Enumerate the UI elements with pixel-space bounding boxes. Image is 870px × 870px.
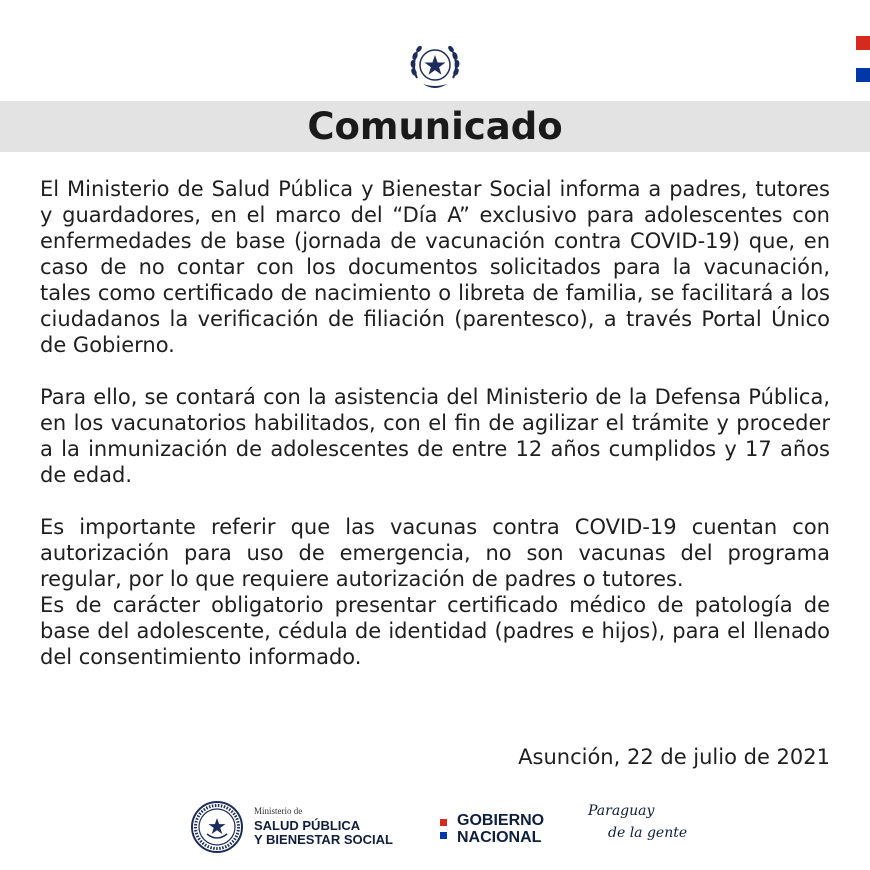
republic-seal-icon bbox=[190, 800, 244, 854]
brand-line-1: Paraguay bbox=[588, 803, 655, 819]
brand-line-2: de la gente bbox=[608, 825, 688, 841]
flag-red-mark bbox=[856, 36, 870, 50]
date-line: Asunción, 22 de julio de 2021 bbox=[518, 745, 830, 769]
paragraph-1: El Ministerio de Salud Pública y Bienestar Social informa a padres, tutores y guardadores, en el marco del “Día A” exclusivo para adolescentes con enfermedades de base (jornada de vacunación contra COVID-19) que, en caso de no contar con los documentos solicitados para la vacunación, tales como certificado de nacimiento o libreta de familia, se facilitará a los ciudadanos la verificación de filiación (parentesco), a través Portal Único de Gobierno. bbox=[40, 177, 830, 357]
flag-squares-icon bbox=[440, 819, 447, 839]
government-line-2: NACIONAL bbox=[457, 829, 542, 846]
ministry-line-2: Y BIENESTAR SOCIAL bbox=[254, 832, 393, 847]
paraguay-brand-logo bbox=[588, 800, 688, 844]
star-laurel-emblem-icon bbox=[405, 36, 465, 96]
paragraph-3: Es importante referir que las vacunas contra COVID-19 cuentan con autorización para uso de emergencia, no son vacunas del programa regular, por lo que requiere autorización de padres o tutores. bbox=[40, 515, 830, 591]
page-title: Comunicado bbox=[307, 105, 563, 148]
ministry-line-1: SALUD PÚBLICA bbox=[254, 818, 361, 833]
paragraph-4: Es de carácter obligatorio presentar certificado médico de patología de base del adolescente, cédula de identidad (padres e hijos), para el llenado del consentimiento informado. bbox=[40, 593, 830, 669]
flag-blue-mark bbox=[856, 68, 870, 82]
government-line-1: GOBIERNO bbox=[457, 812, 545, 829]
paragraph-2: Para ello, se contará con la asistencia del Ministerio de la Defensa Pública, en los vacunatorios habilitados, con el fin de agilizar el trámite y proceder a la inmunización de adolescentes de entre 12 años cumplidos y 17 años de edad. bbox=[40, 385, 830, 487]
government-logo bbox=[440, 812, 544, 846]
ministry-logo bbox=[190, 800, 393, 854]
ministry-label-small: Ministerio de bbox=[254, 806, 303, 816]
communique-body bbox=[40, 176, 830, 670]
